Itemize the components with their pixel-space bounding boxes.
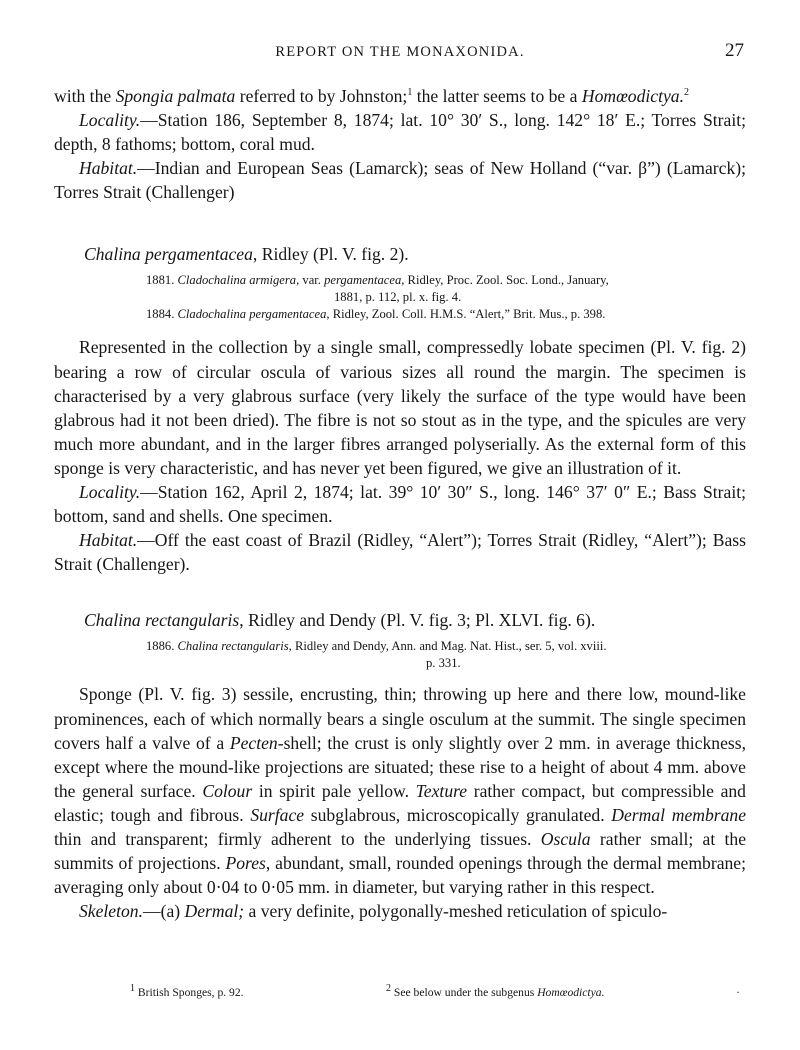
locality-label: Locality. xyxy=(79,110,141,131)
term: Oscula xyxy=(540,828,591,849)
text: —(a) xyxy=(143,901,185,922)
continuation-paragraph xyxy=(54,84,746,108)
description-paragraph: Represented in the collection by a single small, compressedly lobate specimen (Pl. V. fig. 2) bearing a row of circular oscula of various sizes all round the margin. The specimen is characterised by a very glabrous surface (very likely the surface of the type would have been glabrous had it not been dried). The fibre is not so stout as in the type, and the spicules are very much more abundant, and in the larger fibres arranged polyserially. As the external form of this sponge is very characteristic, and has never yet been figured, we give an illustration of it. xyxy=(54,337,746,478)
footnote-text: British Sponges, p. 92. xyxy=(135,986,244,999)
locality-paragraph xyxy=(54,480,746,528)
ref-year: 1881. xyxy=(146,273,175,288)
locality-text: —Station 186, September 8, 1874; lat. 10° 30′ S., long. 142° 18′ E.; Torres Strait; depth, 8 fathoms; bottom, coral mud. xyxy=(54,110,746,155)
ref-name: Cladochalina pergamentacea xyxy=(177,307,327,322)
ref-citation: , Ridley and Dendy, Ann. and Mag. Nat. Hist., ser. 5, vol. xviii. xyxy=(288,639,607,654)
species-name: Chalina pergamentacea xyxy=(84,244,253,265)
footnote-marker: 1 xyxy=(130,983,135,995)
species-name: Chalina rectangularis xyxy=(84,610,240,631)
text: in spirit pale yellow. xyxy=(252,780,416,801)
text: with the xyxy=(54,86,116,106)
text: rather small; at the summits of projections. xyxy=(54,828,747,874)
text: rather compact, but compressible and elastic; tough and fibrous. xyxy=(54,780,746,825)
footnote-marker: 1 xyxy=(407,87,413,99)
term: Surface xyxy=(250,804,305,825)
ref-year: 1886. xyxy=(146,639,175,654)
footnote-marker: 2 xyxy=(684,87,689,99)
synonymy-entry xyxy=(146,306,746,323)
synonymy-list xyxy=(54,272,746,323)
genus-name: Homœodictya. xyxy=(581,86,684,106)
species-heading xyxy=(54,242,746,266)
footnote-2 xyxy=(386,985,605,1001)
ref-citation: , Ridley, Proc. Zool. Soc. Lond., January, xyxy=(401,273,609,288)
term: Colour xyxy=(202,780,253,801)
locality-paragraph xyxy=(54,108,746,156)
synonymy-list xyxy=(54,638,746,672)
synonymy-entry xyxy=(146,638,746,655)
text: , var. xyxy=(296,273,325,288)
species-authority: , Ridley (Pl. V. fig. 2). xyxy=(252,244,409,265)
running-header xyxy=(54,42,746,68)
skeleton-label: Skeleton. xyxy=(79,901,143,922)
text: Sponge (Pl. V. fig. 3) sessile, encrusting, thin; throwing up here and there low, mound-like prominences, each of which normally bears a single osculum at the summit. The single specimen covers half a valve of a xyxy=(54,684,746,753)
text: the latter seems to be a xyxy=(412,86,582,106)
habitat-label: Habitat. xyxy=(79,530,138,551)
footnote-1 xyxy=(130,985,244,1001)
running-title: REPORT ON THE MONAXONIDA. xyxy=(275,44,525,60)
text: thin and transparent; firmly adherent to the underlying tissues. xyxy=(54,828,541,849)
locality-text: —Station 162, April 2, 1874; lat. 39° 10′ 30″ S., long. 146° 37′ 0″ E.; Bass Strait; bottom, sand and shells. One specimen. xyxy=(54,482,746,527)
synonymy-entry-continuation: 1881, p. 112, pl. x. fig. 4. xyxy=(334,290,462,305)
habitat-paragraph xyxy=(54,528,746,576)
species-heading xyxy=(54,608,746,632)
ref-year: 1884. xyxy=(146,307,175,322)
ref-name: Cladochalina armigera xyxy=(177,273,297,288)
skeleton-paragraph xyxy=(54,899,746,923)
description-paragraph xyxy=(54,682,746,899)
locality-label: Locality. xyxy=(79,482,141,503)
species-name: Spongia palmata xyxy=(115,86,236,106)
genus-name: Homœodictya. xyxy=(537,986,605,999)
footnote-text: See below under the subgenus xyxy=(391,986,538,999)
text: -shell; the crust is only slightly over 2 mm. in average thickness, except where the mound-like projections are situated; these rise to a height of about 4 mm. above the general surface. xyxy=(54,732,746,801)
habitat-paragraph xyxy=(54,156,746,204)
synonymy-entry-continuation: p. 331. xyxy=(426,656,461,671)
habitat-text: —Off the east coast of Brazil (Ridley, “Alert”); Torres Strait (Ridley, “Alert”); Bass Strait (Challenger). xyxy=(54,530,746,575)
text: , abundant, small, rounded openings through the dermal membrane; averaging only about 0·04 to 0·05 mm. in diameter, but varying rather in this respect. xyxy=(54,853,746,898)
term: Dermal membrane xyxy=(611,804,747,825)
term: Texture xyxy=(415,780,468,801)
term: Pores xyxy=(225,853,266,874)
term: Dermal; xyxy=(184,901,245,922)
footnote-marker: 2 xyxy=(386,983,391,995)
synonymy-entry xyxy=(146,272,746,289)
habitat-text: —Indian and European Seas (Lamarck); seas of New Holland (“var. β”) (Lamarck); Torres Strait (Challenger) xyxy=(54,158,746,203)
ref-citation: , Ridley, Zool. Coll. H.M.S. “Alert,” Brit. Mus., p. 398. xyxy=(326,307,606,322)
text: subglabrous, microscopically granulated. xyxy=(304,804,612,825)
species-authority: , Ridley and Dendy (Pl. V. fig. 3; Pl. XLVI. fig. 6). xyxy=(239,610,596,631)
main-text xyxy=(54,84,746,923)
text: a very definite, polygonally-meshed reticulation of spiculo- xyxy=(244,901,668,922)
text: referred to by Johnston; xyxy=(235,86,408,106)
habitat-label: Habitat. xyxy=(79,158,138,179)
page-number: 27 xyxy=(725,40,744,61)
stray-mark: · xyxy=(736,986,740,999)
genus-name: Pecten xyxy=(229,732,278,753)
ref-name: Chalina rectangularis xyxy=(177,639,289,654)
ref-name: pergamentacea xyxy=(324,273,402,288)
